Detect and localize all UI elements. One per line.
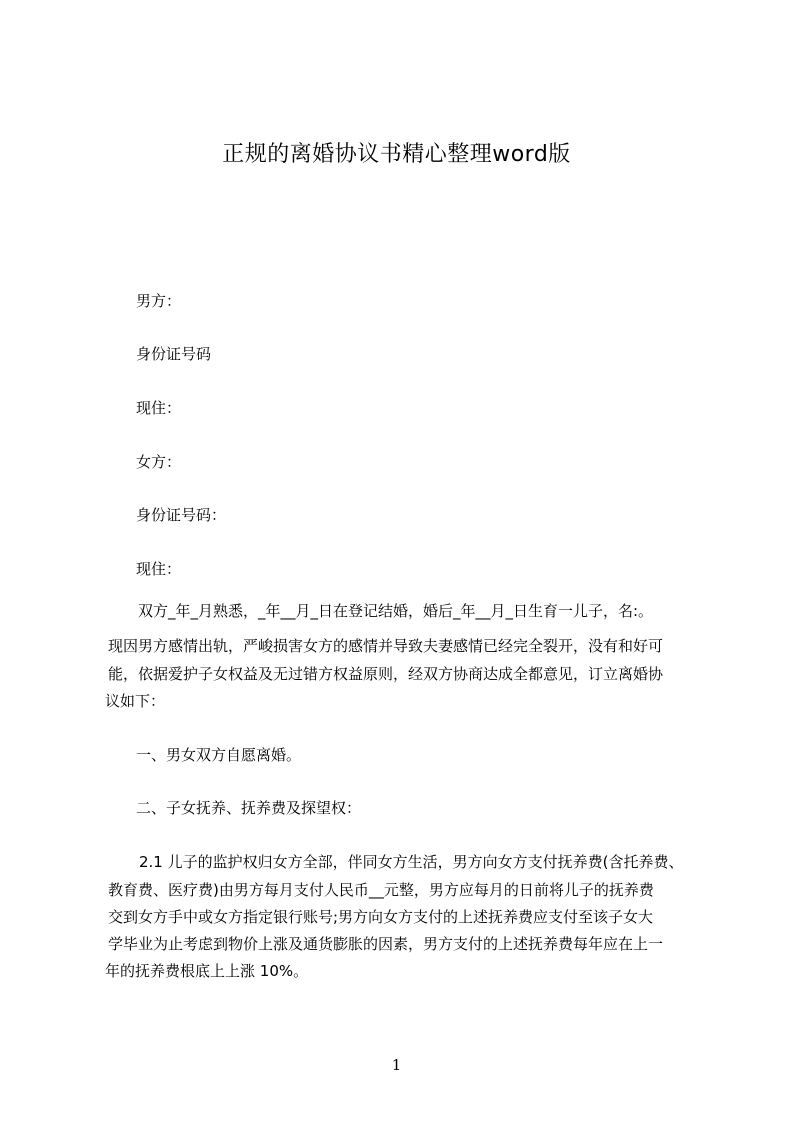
section-2-heading: 二、子女抚养、抚养费及探望权： — [136, 799, 362, 817]
clause-line: 交到女方手中或女方指定银行账号;男方向女方支付的上述抚养费应支付至该子女大 — [108, 908, 654, 926]
intro-line: 能，依据爱护子女权益及无过错方权益原则，经双方协商达成全都意见，订立离婚协 — [108, 665, 664, 683]
page-number: 1 — [391, 1056, 402, 1074]
intro-line: 议如下： — [105, 692, 166, 710]
husband-address-label: 现住： — [136, 399, 182, 417]
clause-line: 学毕业为止考虑到物价上涨及通货膨胀的因素，男方支付的上述抚养费每年应在上一 — [108, 935, 664, 953]
husband-id-label: 身份证号码 — [136, 345, 212, 363]
clause-line: 年的抚养费根底上上涨 10%。 — [105, 962, 309, 980]
clause-line: 2.1 儿子的监护权归女方全部，伴同女方生活，男方向女方支付抚养费(含托养费、 — [139, 853, 684, 871]
document-title: 正规的离婚协议书精心整理word版 — [222, 142, 571, 167]
section-1-heading: 一、男女双方自愿离婚。 — [136, 746, 302, 764]
intro-line: 现因男方感情出轨，严峻损害女方的感情并导致夫妻感情已经完全裂开，没有和好可 — [108, 637, 664, 655]
intro-line: 双方_年_月熟悉，_年__月_日在登记结婚，婚后_年__月_日生育一儿子，名:。 — [138, 602, 654, 620]
clause-line: 教育费、医疗费)由男方每月支付人民币__元整，男方应每月的日前将儿子的抚养费 — [108, 881, 654, 899]
wife-id-label: 身份证号码： — [136, 506, 227, 524]
wife-address-label: 现住： — [136, 560, 182, 578]
wife-label: 女方： — [136, 453, 182, 471]
husband-label: 男方： — [136, 292, 182, 310]
